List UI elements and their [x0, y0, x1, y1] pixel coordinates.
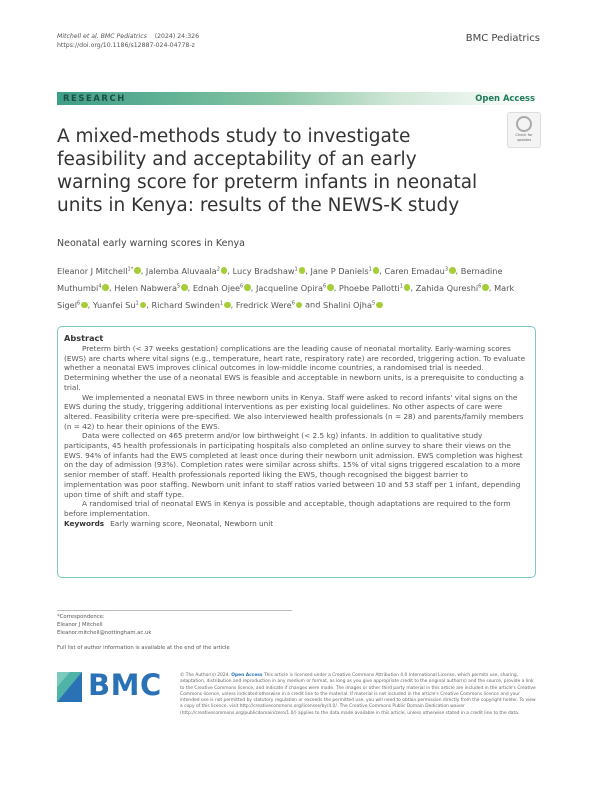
author-affiliation: 6 [291, 300, 295, 307]
author-affiliation: 3 [444, 266, 449, 272]
orcid-icon[interactable] [140, 302, 147, 309]
abstract-paragraph-4: A randomised trial of neonatal EWS in Kenya is possible and acceptable, though adaptations are required to the form before implementation. [64, 499, 511, 518]
author-list: Eleanor J Mitchell$^{1*}$ , Jalemba Aluvaala$^2$ , Lucy Bradshaw$^1$ , Jane P Daniels$^1$ , Caren Emadau$^3$ , Bernadine Muthumbi$^4$ , Helen Nabwera$^5$ , Ednah Ojee$^6$ , Jacqueline Opira$^6$ , Phoebe Pallotti$^1$ , Zahida Qureshi$^6$ , Mark Sigel$^6$ , Yuanfei Su$^1$ , Richard Swinden$^1$ , Fredrick Were$^6$ and Shalini Ojha$^5$ [57, 265, 515, 311]
author-name: Phoebe Pallotti [338, 282, 400, 293]
orcid-icon[interactable] [373, 267, 380, 274]
bmc-logo-text: BMC [88, 668, 162, 702]
author-info-note: Full list of author information is available at the end of the article [57, 645, 230, 651]
section-label: RESEARCH [63, 93, 126, 103]
author-affiliation: 2 [216, 266, 220, 272]
section-band [57, 92, 539, 105]
orcid-icon[interactable] [81, 302, 88, 309]
abstract-paragraph-1: Preterm birth (< 37 weeks gestation) complications are the leading cause of neonatal mortality. Early-warning scores (EWS) are charts where vital signs (e.g., temperature, heart rate, respiratory rate) are recorded, triggering action. To evaluate whether a neonatal EWS improves clinical outcomes in low-middle income countries, a randomised trial is needed. Determining whether the use of a neonatal EWS is feasible and acceptable in newborn units, is a prerequisite to conducting a trial. [64, 344, 526, 392]
doi-link[interactable]: https://doi.org/10.1186/s12887-024-04778-z [57, 42, 195, 49]
bmc-logo [57, 670, 167, 706]
author-affiliation: 6 [240, 283, 244, 290]
check-for-updates-badge[interactable] [507, 112, 541, 148]
orcid-icon[interactable] [221, 267, 228, 274]
abstract-paragraph-2: We implemented a neonatal EWS in three newborn units in Kenya. Staff were asked to record infants' vital signs on the EWS during the study, triggering additional interventions as per existing local guidelines. No other aspects of care were altered. Feasibility criteria were pre-specified. We also interviewed health professionals (n = 28) and parents/family members (n = 42) to hear their opinions of the EWS. [64, 392, 524, 431]
correspondence-label: *Correspondence: [57, 614, 105, 620]
orcid-icon[interactable] [299, 267, 306, 274]
author-name: Richard Swinden [151, 300, 220, 311]
author[interactable] [146, 266, 227, 276]
author[interactable] [114, 283, 187, 293]
author-name: Zahida Qureshi [415, 282, 479, 293]
correspondence-divider [57, 610, 292, 611]
correspondence-block [57, 614, 151, 637]
author-affiliation: 6 [323, 283, 327, 290]
year-volume: (2024) 24:326 [154, 33, 200, 40]
orcid-icon[interactable] [296, 302, 303, 309]
author-affiliation: 1 [399, 283, 403, 290]
author-name: Bernadine Muthumbi [57, 265, 503, 293]
author-name: Mark Sigel [57, 282, 515, 311]
author-affiliation: 5 [371, 300, 376, 307]
author-affiliation: 1 [294, 266, 298, 272]
abstract-heading: Abstract [64, 333, 104, 343]
author-name: Fredrick Were [235, 300, 292, 311]
check-updates-icon [516, 116, 532, 132]
orcid-icon[interactable] [102, 284, 109, 291]
author-name: Jacqueline Opira [255, 282, 323, 293]
orcid-icon[interactable] [404, 284, 411, 291]
author-name: Shalini Ojha [323, 300, 372, 311]
badge-label-2: updates [516, 138, 532, 143]
keywords-line [64, 519, 528, 529]
author[interactable] [310, 266, 379, 276]
author-name: Lucy Bradshaw [232, 265, 295, 276]
keywords-list: Early warning score, Neonatal, Newborn unit [110, 518, 274, 528]
author-affiliation: 4 [98, 283, 102, 290]
orcid-icon[interactable] [482, 284, 489, 291]
author[interactable] [93, 300, 146, 310]
orcid-icon[interactable] [134, 267, 141, 274]
orcid-icon[interactable] [376, 302, 383, 309]
author-name: Jalemba Aluvaala [145, 265, 217, 276]
license-text [180, 673, 538, 717]
orcid-icon[interactable] [244, 284, 251, 291]
orcid-icon[interactable] [449, 267, 456, 274]
author[interactable] [57, 266, 141, 276]
author-name: Eleanor J Mitchell [57, 265, 128, 276]
license-body: This article is licensed under a Creative Commons Attribution 4.0 International License, which permits use, sharing, adaptation, distribution and reproduction in any medium or format, as long as you give appropriate credit to the original author(s) and the source, provide a link to the Creative Commons licence, and indicate if changes were made. The images or other third party material in this article are included in the article's Creative Commons licence, unless indicated otherwise in a credit line to the material. If material is not included in the article's Creative Commons licence and your intended use is not permitted by statutory regulation or exceeds the permitted use, you will need to obtain permission directly from the copyright holder. To view a copy of this licence, visit http://creativecommons.org/licenses/by/4.0/. The Creative Commons Public Domain Dedication waiver (http://creativecommons.org/publicdomain/zero/1.0/) applies to the data made available in this article, unless otherwise stated in a credit line to the data. [180, 673, 536, 716]
abstract-paragraph-3: Data were collected on 465 preterm and/or low birthweight (< 2.5 kg) infants. In addition to qualitative study participants, 45 health professionals in participating hospitals also completed an online survey to share their views on the EWS. 94% of infants had the EWS completed at least once during their newborn unit admission. EWS completion was highest on the day of admission (93%). Completion rates were similar across shifts. 15% of vital signs triggered escalation to a more senior member of staff. Health professionals reported liking the EWS, though recognised the biggest barrier to implementation was poor staffing. Newborn unit infant to staff ratios varied between 10 and 53 staff per 1 infant, depending upon time of shift and staff type. [64, 431, 523, 499]
author[interactable] [385, 266, 456, 276]
orcid-icon[interactable] [224, 302, 231, 309]
author[interactable] [323, 300, 383, 310]
author-name: Ednah Ojee [192, 282, 241, 293]
orcid-icon[interactable] [181, 284, 188, 291]
author[interactable] [339, 283, 411, 293]
author-name: Yuanfei Su [92, 300, 136, 311]
author[interactable] [256, 283, 334, 293]
author-affiliation: 1 [368, 266, 372, 272]
badge-label-1: Check for [515, 133, 533, 137]
author-affiliation: 1 [135, 300, 139, 307]
orcid-icon[interactable] [327, 284, 334, 291]
author[interactable] [151, 300, 230, 310]
author[interactable] [233, 266, 306, 276]
open-access-label: Open Access [475, 93, 535, 103]
author-affiliation: 1* [127, 266, 134, 272]
author-affiliation: 1 [219, 300, 224, 307]
author-affiliation: 5 [176, 283, 181, 290]
author-affiliation: 6 [478, 283, 482, 290]
author[interactable] [416, 283, 489, 293]
running-header [57, 32, 199, 50]
article-title: A mixed-methods study to investigate feasibility and acceptability of an early warning score for preterm infants in neonatal units in Kenya: results of the NEWS-K study [57, 126, 478, 216]
keywords-label: Keywords [64, 518, 105, 528]
author-affiliation: 6 [76, 300, 81, 307]
article-subtitle: Neonatal early warning scores in Kenya [57, 238, 245, 249]
bmc-logo-icon [57, 672, 82, 702]
author-name: Caren Emadau [384, 265, 445, 276]
correspondence-name: Eleanor J Mitchell [57, 621, 103, 628]
author[interactable] [193, 283, 251, 293]
author-name: Jane P Daniels [310, 265, 369, 276]
journal-citation: Mitchell et al. BMC Pediatrics [57, 33, 147, 40]
license-lead: © The Author(s) 2024. [180, 673, 230, 678]
author-name: Helen Nabwera [114, 282, 177, 293]
correspondence-email[interactable]: Eleanor.mitchell@nottingham.ac.uk [57, 629, 152, 636]
abstract-box [57, 326, 536, 578]
journal-name: BMC Pediatrics [465, 33, 540, 44]
license-open-access: Open Access [231, 673, 263, 678]
author[interactable] [236, 300, 303, 310]
